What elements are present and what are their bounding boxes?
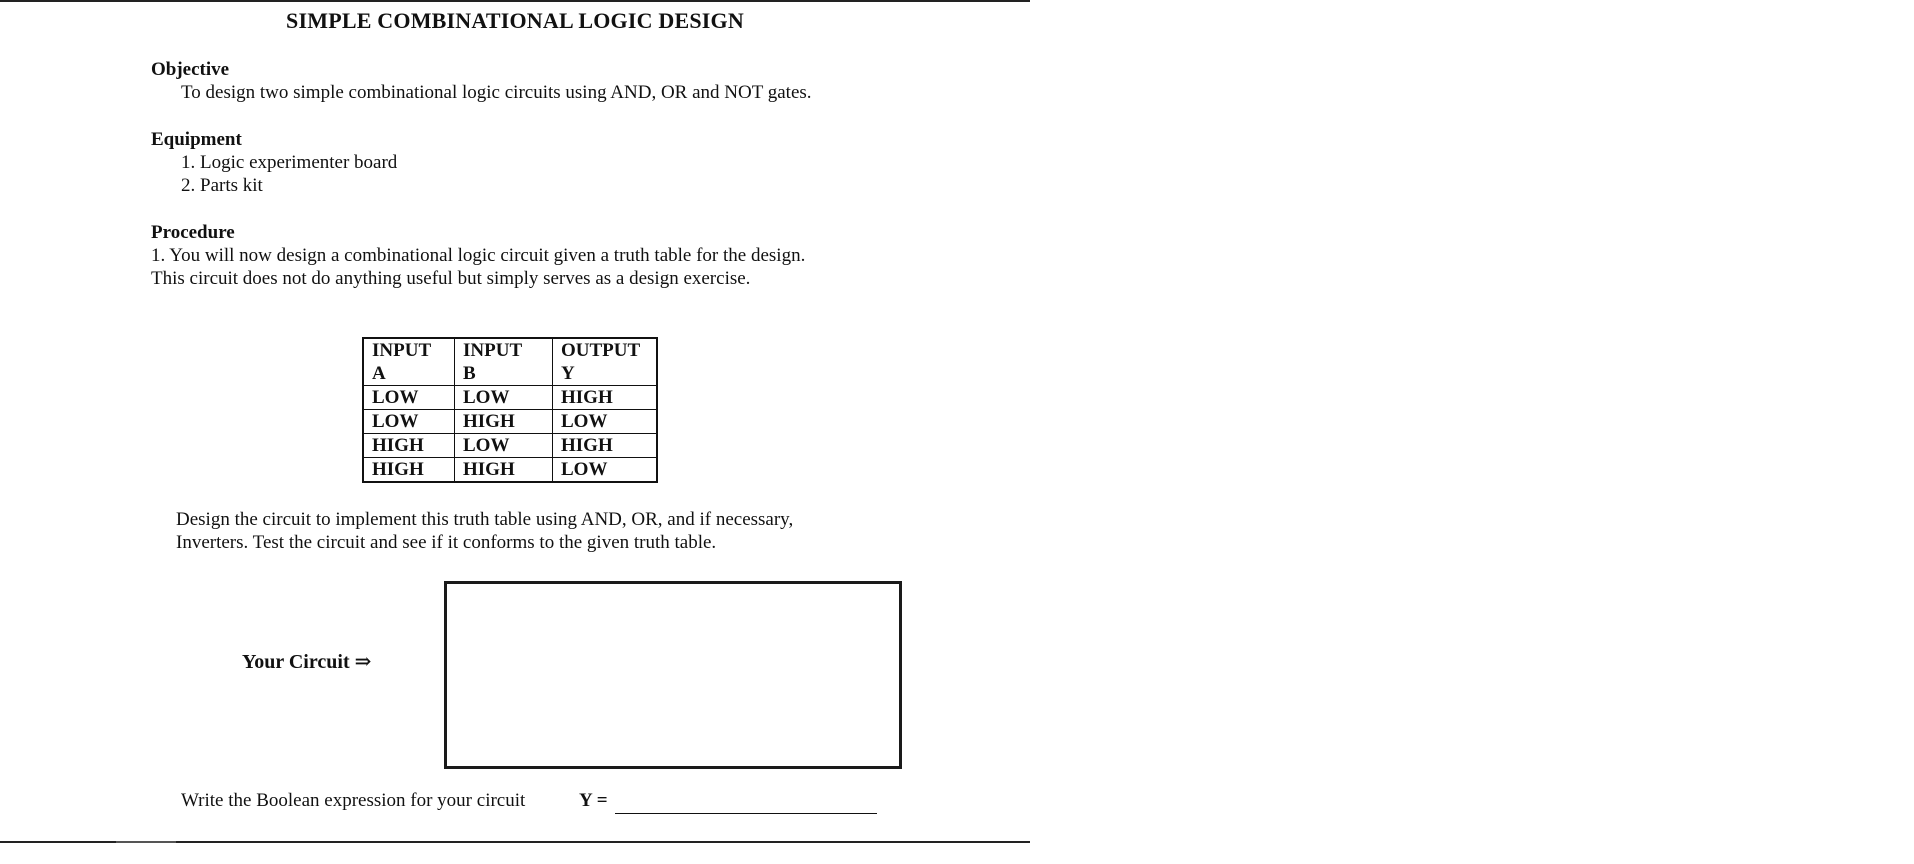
table-row bbox=[363, 386, 657, 410]
procedure-step-1-line-2: This circuit does not do anything useful but simply serves as a design exercise. bbox=[151, 268, 751, 289]
table-cell: HIGH bbox=[553, 434, 658, 458]
truth-table-header-row bbox=[363, 338, 657, 386]
rule-segment bbox=[116, 841, 176, 843]
table-cell: LOW bbox=[455, 386, 553, 410]
table-cell: HIGH bbox=[455, 410, 553, 434]
header-input-b: INPUT B bbox=[455, 338, 553, 386]
equipment-heading: Equipment bbox=[151, 129, 242, 150]
equipment-item: 2. Parts kit bbox=[181, 175, 263, 196]
table-cell: HIGH bbox=[363, 434, 455, 458]
expression-variable-label: Y = bbox=[579, 790, 608, 811]
procedure-step-1-line-1: 1. You will now design a combinational logic circuit given a truth table for the design. bbox=[151, 245, 806, 266]
equipment-item: 1. Logic experimenter board bbox=[181, 152, 398, 173]
table-row bbox=[363, 434, 657, 458]
document-title: SIMPLE COMBINATIONAL LOGIC DESIGN bbox=[286, 8, 744, 33]
table-cell: HIGH bbox=[553, 386, 658, 410]
circuit-drawing-box[interactable] bbox=[444, 581, 902, 769]
design-instructions-line-2: Inverters. Test the circuit and see if it conforms to the given truth table. bbox=[176, 532, 717, 553]
boolean-expression-input[interactable] bbox=[615, 793, 877, 814]
table-cell: LOW bbox=[553, 458, 658, 483]
your-circuit-label: Your Circuit ⇒ bbox=[242, 651, 372, 673]
table-cell: LOW bbox=[455, 434, 553, 458]
header-output-y: OUTPUT Y bbox=[553, 338, 658, 386]
objective-heading: Objective bbox=[151, 59, 230, 80]
procedure-heading: Procedure bbox=[151, 222, 235, 243]
objective-text: To design two simple combinational logic circuits using AND, OR and NOT gates. bbox=[181, 82, 812, 103]
table-row bbox=[363, 410, 657, 434]
header-input-a: INPUT A bbox=[363, 338, 455, 386]
table-cell: LOW bbox=[363, 386, 455, 410]
table-row bbox=[363, 458, 657, 483]
top-rule bbox=[0, 0, 1030, 2]
boolean-expression-prompt: Write the Boolean expression for your circuit bbox=[181, 790, 526, 811]
bottom-rule bbox=[0, 841, 1030, 843]
design-instructions-line-1: Design the circuit to implement this truth table using AND, OR, and if necessary, bbox=[176, 509, 794, 530]
table-cell: LOW bbox=[553, 410, 658, 434]
table-cell: HIGH bbox=[455, 458, 553, 483]
truth-table bbox=[362, 337, 658, 483]
table-cell: LOW bbox=[363, 410, 455, 434]
table-cell: HIGH bbox=[363, 458, 455, 483]
